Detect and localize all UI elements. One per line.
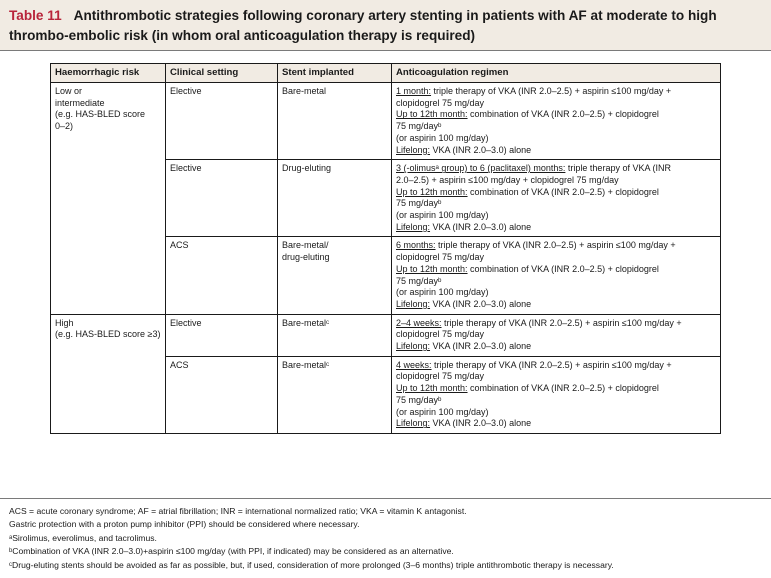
regimen-text: (or aspirin 100 mg/day) <box>396 132 489 143</box>
header-haemorrhagic-risk: Haemorrhagic risk <box>51 64 166 83</box>
table-footnotes <box>9 505 765 572</box>
header-clinical-setting: Clinical setting <box>166 64 278 83</box>
regimen-text: combination of VKA (INR 2.0–2.5) + clopidogrel <box>467 383 659 394</box>
table-title: Antithrombotic strategies following coronary artery stenting in patients with AF at moderate to high thrombo-embolic risk (in whom oral anticoagulation therapy is required) <box>9 8 717 43</box>
regimen-text: triple therapy of VKA (INR 2.0–2.5) + aspirin ≤100 mg/day + <box>441 317 682 328</box>
regimen-text: (or aspirin 100 mg/day) <box>396 210 489 221</box>
regimen-text: VKA (INR 2.0–3.0) alone <box>430 418 532 429</box>
regimen-text: triple therapy of VKA (INR 2.0–2.5) + aspirin ≤100 mg/day + <box>431 359 672 370</box>
regimen-line <box>396 86 716 98</box>
regimen-line <box>396 187 716 199</box>
regimen-text: (or aspirin 100 mg/day) <box>396 287 489 298</box>
cell-anticoagulation-regimen <box>392 237 721 314</box>
regimen-text: VKA (INR 2.0–3.0) alone <box>430 341 532 352</box>
regimen-line <box>396 121 716 133</box>
cell-clinical-setting: Elective <box>166 160 278 237</box>
footnote-abbreviations: ACS = acute coronary syndrome; AF = atrial fibrillation; INR = international normalized ratio; VKA = vitamin K antagonist. <box>9 506 467 516</box>
title-band <box>0 0 771 51</box>
regimen-text: combination of VKA (INR 2.0–2.5) + clopidogrel <box>467 263 659 274</box>
regimen-text: clopidogrel 75 mg/day <box>396 329 485 340</box>
header-anticoagulation-regimen: Anticoagulation regimen <box>392 64 721 83</box>
stent-text-line: drug-eluting <box>282 252 330 263</box>
cell-stent-implanted <box>278 314 392 356</box>
regimen-duration: Lifelong: <box>396 341 431 352</box>
regimen-duration: Lifelong: <box>396 298 431 309</box>
regimen-duration: 3 (-olimusᵃ group) to 6 (paclitaxel) months: <box>396 163 566 174</box>
regimen-line <box>396 383 716 395</box>
stent-text-line: Drug-eluting <box>282 163 332 174</box>
regimen-line <box>396 222 716 234</box>
cell-stent-implanted <box>278 356 392 433</box>
regimen-line <box>396 240 716 252</box>
regimen-line <box>396 98 716 110</box>
risk-text-line: 0–2) <box>55 121 74 132</box>
regimen-duration: Lifelong: <box>396 144 431 155</box>
regimen-text: combination of VKA (INR 2.0–2.5) + clopidogrel <box>467 186 659 197</box>
regimen-line <box>396 109 716 121</box>
stent-text-line: Bare-metalᶜ <box>282 317 330 328</box>
regimen-text: triple therapy of VKA (INR 2.0–2.5) + aspirin ≤100 mg/day + <box>435 240 676 251</box>
table-body <box>51 83 721 434</box>
regimen-line <box>396 252 716 264</box>
regimen-line <box>396 264 716 276</box>
regimen-line <box>396 329 716 341</box>
regimen-table <box>50 63 721 434</box>
regimen-line <box>396 318 716 330</box>
regimen-line <box>396 145 716 157</box>
regimen-text: clopidogrel 75 mg/day <box>396 252 485 263</box>
table-row <box>51 83 721 160</box>
regimen-text: VKA (INR 2.0–3.0) alone <box>430 298 532 309</box>
regimen-line <box>396 418 716 430</box>
table-label: Table 11 <box>9 8 62 23</box>
table-header-row <box>51 64 721 83</box>
risk-text-line: (e.g. HAS-BLED score <box>55 109 146 120</box>
regimen-text: clopidogrel 75 mg/day <box>396 371 485 382</box>
footnote-gastric-protection: Gastric protection with a proton pump inhibitor (PPI) should be considered where necessary. <box>9 519 360 530</box>
regimen-line <box>396 407 716 419</box>
stent-text-line: Bare-metalᶜ <box>282 359 330 370</box>
regimen-text: VKA (INR 2.0–3.0) alone <box>430 221 532 232</box>
regimen-text: clopidogrel 75 mg/day <box>396 97 485 108</box>
cell-clinical-setting: Elective <box>166 83 278 160</box>
regimen-line <box>396 210 716 222</box>
cell-stent-implanted <box>278 160 392 237</box>
stent-text-line: Bare-metal/ <box>282 240 329 251</box>
risk-text-line: Low or <box>55 86 83 96</box>
cell-anticoagulation-regimen <box>392 314 721 356</box>
regimen-duration: Up to 12th month: <box>396 383 468 394</box>
footnote-b: ᵇCombination of VKA (INR 2.0–3.0)+aspirin ≤100 mg/day (with PPI, if indicated) may be considered as an alternative. <box>9 546 454 557</box>
regimen-line <box>396 341 716 353</box>
regimen-line <box>396 133 716 145</box>
cell-stent-implanted <box>278 83 392 160</box>
risk-text-line: intermediate <box>55 97 105 108</box>
regimen-text: 75 mg/dayᵇ <box>396 121 442 132</box>
regimen-text: (or aspirin 100 mg/day) <box>396 406 489 417</box>
regimen-line <box>396 276 716 288</box>
regimen-line <box>396 287 716 299</box>
regimen-text: 75 mg/dayᵇ <box>396 275 442 286</box>
cell-haemorrhagic-risk <box>51 83 166 315</box>
footnote-c: ᶜDrug-eluting stents should be avoided as far as possible, but, if used, consideration of more prolonged (3–6 months) triple antithrombotic therapy is necessary. <box>9 559 614 570</box>
regimen-text: 75 mg/dayᵇ <box>396 394 442 405</box>
regimen-duration: Up to 12th month: <box>396 186 468 197</box>
regimen-duration: Lifelong: <box>396 221 431 232</box>
regimen-line <box>396 299 716 311</box>
regimen-text: 2.0–2.5) + aspirin ≤100 mg/day + clopidogrel 75 mg/day <box>396 174 619 185</box>
regimen-duration: Up to 12th month: <box>396 109 468 120</box>
cell-clinical-setting: ACS <box>166 356 278 433</box>
regimen-duration: 1 month: <box>396 86 432 96</box>
regimen-text: 75 mg/dayᵇ <box>396 198 442 209</box>
regimen-line <box>396 360 716 372</box>
regimen-duration: Up to 12th month: <box>396 263 468 274</box>
regimen-line <box>396 198 716 210</box>
regimen-text: combination of VKA (INR 2.0–2.5) + clopidogrel <box>467 109 659 120</box>
cell-anticoagulation-regimen <box>392 83 721 160</box>
table-row <box>51 314 721 356</box>
footer-rule <box>0 498 771 499</box>
regimen-line <box>396 175 716 187</box>
footnote-a: ᵃSirolimus, everolimus, and tacrolimus. <box>9 532 157 543</box>
cell-anticoagulation-regimen <box>392 160 721 237</box>
cell-haemorrhagic-risk <box>51 314 166 433</box>
regimen-duration: 2–4 weeks: <box>396 317 442 328</box>
regimen-text: VKA (INR 2.0–3.0) alone <box>430 144 532 155</box>
cell-clinical-setting: Elective <box>166 314 278 356</box>
cell-stent-implanted <box>278 237 392 314</box>
cell-anticoagulation-regimen <box>392 356 721 433</box>
stent-text-line: Bare-metal <box>282 86 327 96</box>
risk-text-line: High <box>55 317 74 328</box>
regimen-duration: 4 weeks: <box>396 359 432 370</box>
regimen-text: triple therapy of VKA (INR 2.0–2.5) + aspirin ≤100 mg/day + <box>431 86 672 96</box>
regimen-line <box>396 395 716 407</box>
risk-text-line: (e.g. HAS-BLED score ≥3) <box>55 329 161 340</box>
regimen-text: triple therapy of VKA (INR <box>565 163 671 174</box>
table-caption <box>9 6 761 46</box>
regimen-line <box>396 371 716 383</box>
regimen-duration: 6 months: <box>396 240 436 251</box>
header-stent-implanted: Stent implanted <box>278 64 392 83</box>
cell-clinical-setting: ACS <box>166 237 278 314</box>
regimen-line <box>396 163 716 175</box>
regimen-duration: Lifelong: <box>396 418 431 429</box>
